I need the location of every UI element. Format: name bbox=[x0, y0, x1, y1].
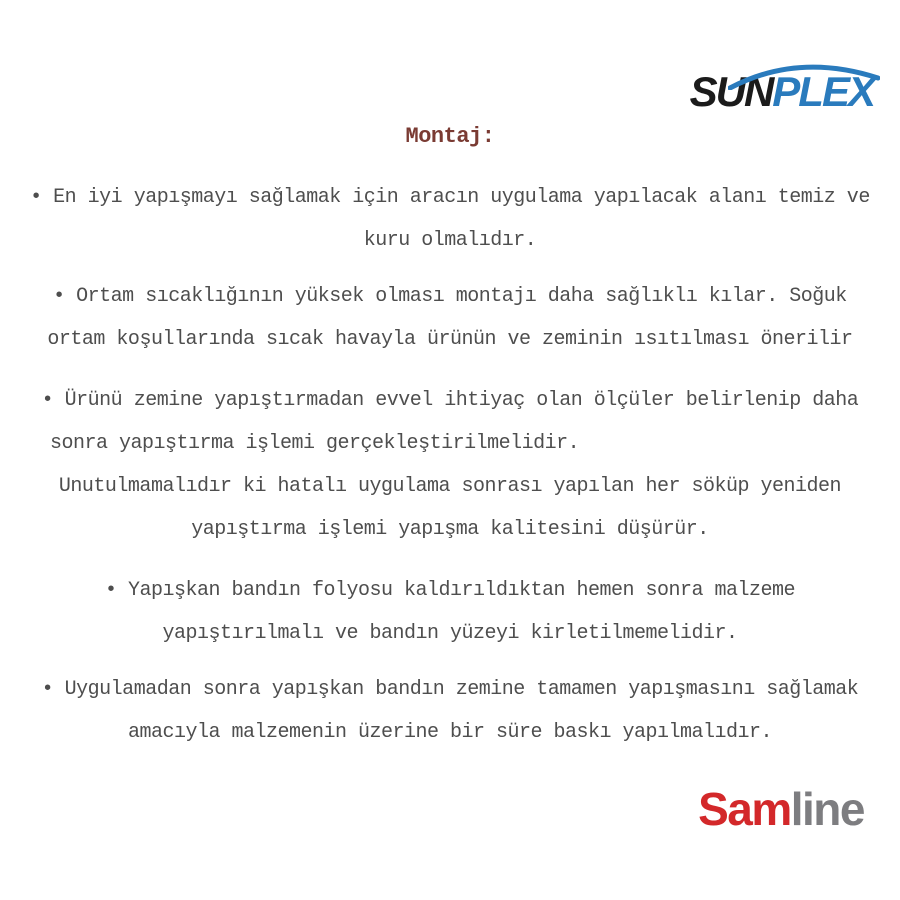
body-line: ortam koşullarında sıcak havayla ürünün ve zeminin ısıtılması önerilir bbox=[47, 328, 853, 351]
bullet-paragraph-3 bbox=[0, 379, 900, 551]
bullet-paragraph-2 bbox=[0, 275, 900, 361]
body-line: • Ortam sıcaklığının yüksek olması montajı daha sağlıklı kılar. Soğuk bbox=[53, 285, 847, 308]
bullet-paragraph-5 bbox=[0, 668, 900, 754]
samline-logo-part2: line bbox=[790, 783, 864, 835]
body-line: yapıştırma işlemi yapışma kalitesini düşürür. bbox=[191, 518, 709, 541]
samline-logo bbox=[698, 782, 864, 836]
body-line: sonra yapıştırma işlemi gerçekleştirilmelidir. bbox=[50, 432, 580, 455]
sunplex-logo bbox=[690, 68, 874, 116]
body-line: • Yapışkan bandın folyosu kaldırıldıktan hemen sonra malzeme bbox=[104, 579, 796, 602]
body-line: kuru olmalıdır. bbox=[363, 229, 537, 252]
page-title: Montaj: bbox=[405, 124, 495, 149]
instruction-body bbox=[0, 176, 900, 754]
bullet-paragraph-1 bbox=[0, 176, 900, 262]
bullet-paragraph-4 bbox=[0, 569, 900, 655]
body-line: • Uygulamadan sonra yapışkan bandın zemine tamamen yapışmasını sağlamak bbox=[41, 678, 859, 701]
body-line: • En iyi yapışmayı sağlamak için aracın uygulama yapılacak alanı temiz ve bbox=[30, 186, 870, 209]
body-line: Unutulmamalıdır ki hatalı uygulama sonrası yapılan her söküp yeniden bbox=[58, 475, 842, 498]
body-line: amacıyla malzemenin üzerine bir süre baskı yapılmalıdır. bbox=[127, 721, 773, 744]
body-line: • Ürünü zemine yapıştırmadan evvel ihtiyaç olan ölçüler belirlenip daha bbox=[41, 389, 859, 412]
samline-logo-part1: Sam bbox=[698, 783, 791, 835]
sunplex-logo-part2: PLEX bbox=[772, 68, 874, 115]
body-line: yapıştırılmalı ve bandın yüzeyi kirletilmemelidir. bbox=[162, 622, 738, 645]
sunplex-logo-part1: SUN bbox=[689, 68, 773, 115]
